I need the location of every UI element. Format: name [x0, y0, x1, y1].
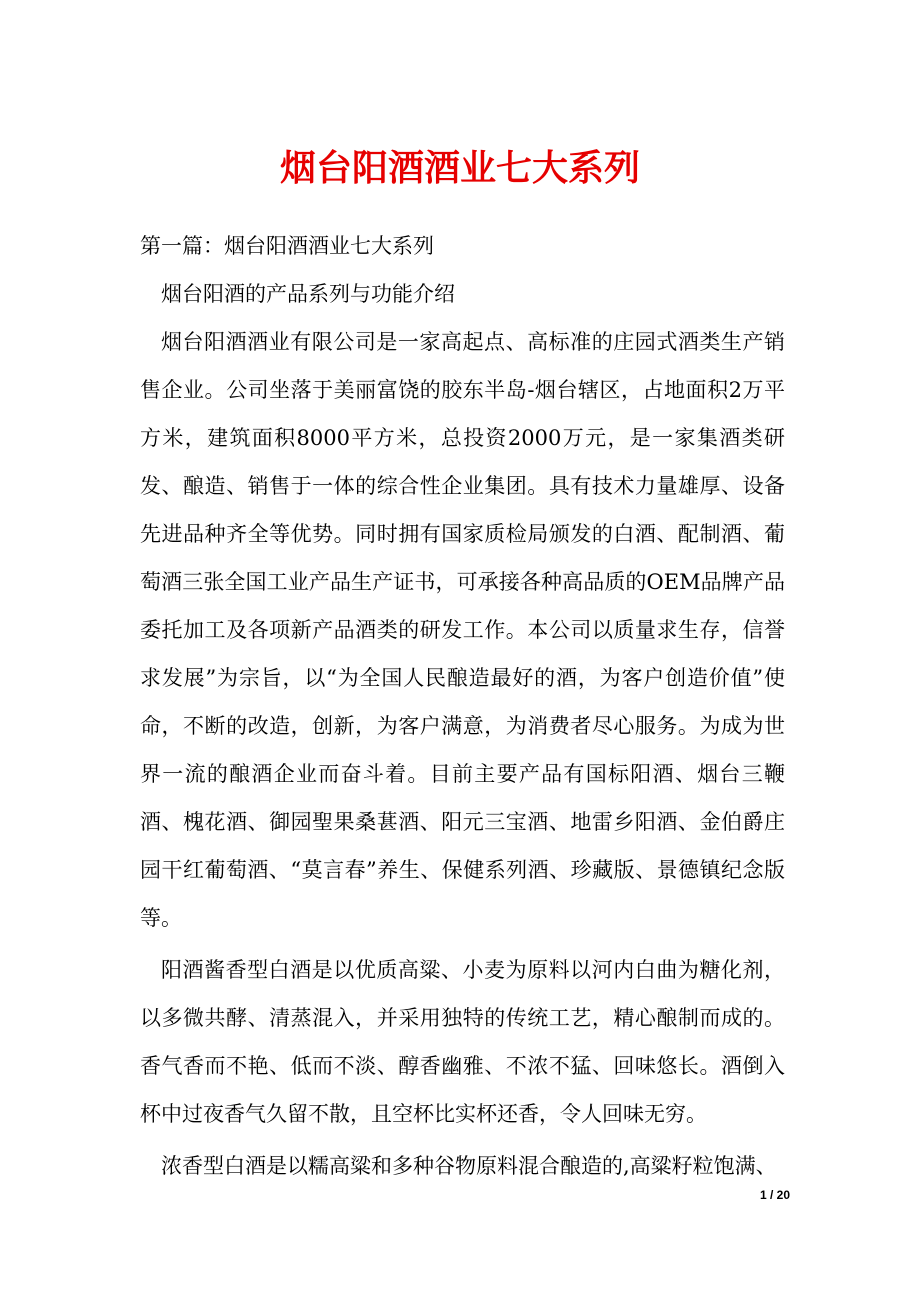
page-number: 1 / 20: [759, 1188, 790, 1202]
subheading: 烟台阳酒的产品系列与功能介绍: [161, 282, 455, 306]
paragraph-sauce-flavor: 阳酒酱香型白酒是以优质高粱、小麦为原料以河内白曲为糖化剂，以多微共酵、清蒸混入，并采用独特的传统工艺，精心酿制而成的。香气香而不艳、低而不淡、醇香幽雅、不浓不猛、回味悠长。酒倒入杯中过夜香气久留不散，且空杯比实杯还香，令人回味无穷。: [140, 958, 785, 1126]
document-body: [140, 222, 785, 1190]
document-title: 烟台阳酒酒业七大系列: [279, 147, 640, 189]
paragraph-strong-flavor: 浓香型白酒是以糯高粱和多种谷物原料混合酿造的,高粱籽粒饱满、: [161, 1154, 777, 1178]
paragraph-company-intro: 烟台阳酒酒业有限公司是一家高起点、高标准的庄园式酒类生产销售企业。公司坐落于美丽富饶的胶东半岛-烟台辖区，占地面积2万平方米，建筑面积8000平方米，总投资2000万元，是一家集酒类研发、酿造、销售于一体的综合性企业集团。具有技术力量雄厚、设备先进品种齐全等优势。同时拥有国家质检局颁发的白酒、配制酒、葡萄酒三张全国工业产品生产证书，可承接各种高品质的OEM品牌产品委托加工及各项新产品酒类的研发工作。本公司以质量求生存，信誉求发展”为宗旨，以“为全国人民酿造最好的酒，为客户创造价值”使命，不断的改造，创新，为客户满意，为消费者尽心服务。为成为世界一流的酿酒企业而奋斗着。目前主要产品有国标阳酒、烟台三鞭酒、槐花酒、御园聖果桑葚酒、阳元三宝酒、地雷乡阳酒、金伯爵庄园干红葡萄酒、“莫言春”养生、保健系列酒、珍藏版、景德镇纪念版等。: [140, 330, 785, 930]
section-heading: 第一篇：烟台阳酒酒业七大系列: [140, 234, 434, 258]
